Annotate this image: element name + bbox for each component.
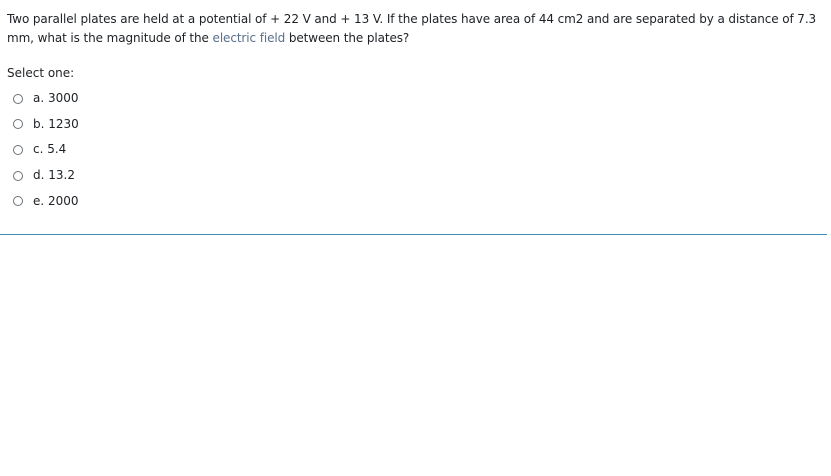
radio-button-b[interactable] [13, 119, 23, 129]
radio-button-d[interactable] [13, 171, 23, 181]
option-d-label[interactable]: d. 13.2 [33, 168, 75, 183]
answer-options [13, 86, 79, 214]
question-line-2-start: mm, what is the magnitude of the [7, 31, 213, 45]
option-c-label[interactable]: c. 5.4 [33, 142, 67, 157]
option-c[interactable] [13, 137, 79, 163]
section-divider [0, 234, 827, 235]
electric-field-term: electric field [212, 31, 286, 45]
radio-button-e[interactable] [13, 196, 23, 206]
question-line-2-end: between the plates? [285, 31, 410, 45]
select-one-prompt: Select one: [7, 66, 75, 80]
radio-button-a[interactable] [13, 94, 23, 104]
option-b[interactable] [13, 112, 79, 138]
option-a[interactable] [13, 86, 79, 112]
option-d[interactable] [13, 163, 79, 189]
option-e-label[interactable]: e. 2000 [33, 193, 79, 208]
option-a-label[interactable]: a. 3000 [33, 91, 79, 106]
radio-button-c[interactable] [13, 145, 23, 155]
option-b-label[interactable]: b. 1230 [33, 116, 79, 131]
question-line-1: Two parallel plates are held at a potential of + 22 V and + 13 V. If the plates have area of 44 cm2 and are separated by a distance of 7.3 [7, 12, 817, 26]
option-e[interactable] [13, 188, 79, 214]
question-text [7, 10, 825, 48]
